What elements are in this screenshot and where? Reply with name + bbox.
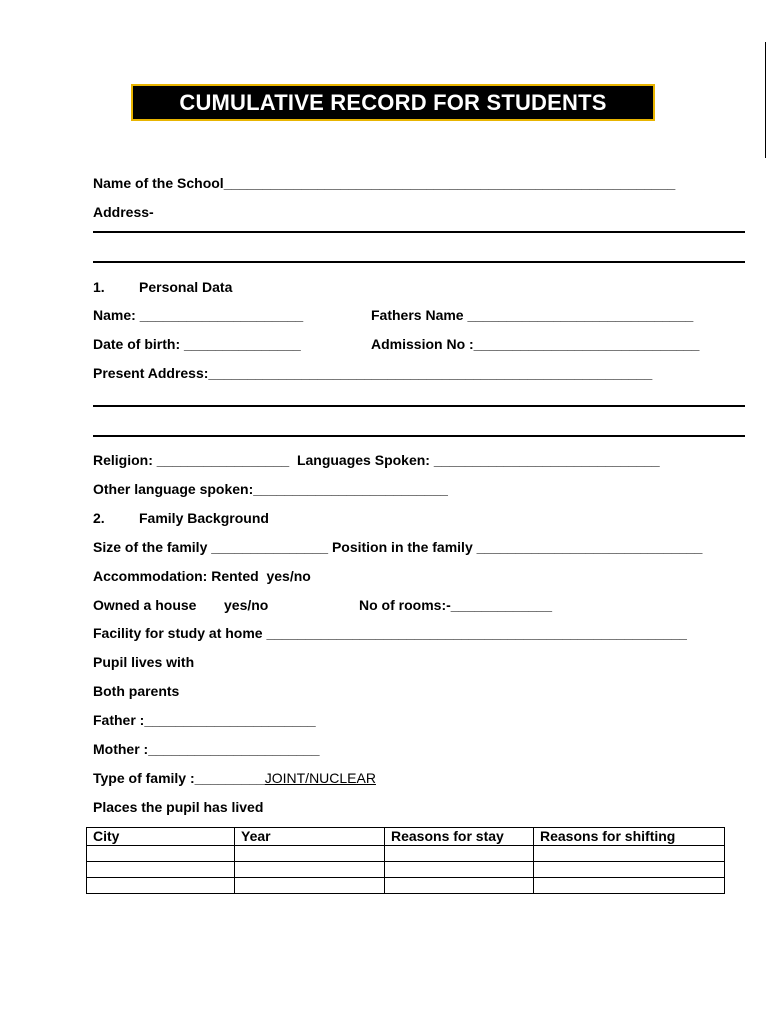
family-size-label: Size of the family	[93, 539, 208, 555]
study-facility-row	[93, 625, 687, 641]
section-2-heading-row	[139, 510, 269, 526]
column-header-reasons-for-stay: Reasons for stay	[385, 828, 534, 846]
religion-label: Religion:	[93, 452, 153, 468]
present-address-line-2[interactable]	[93, 435, 745, 437]
section-2-heading: Family Background	[139, 510, 269, 526]
fathers-name-row	[371, 307, 693, 323]
other-language-blank[interactable]: _________________________	[253, 481, 448, 497]
name-label: Name:	[93, 307, 136, 323]
present-address-line-1[interactable]	[93, 405, 745, 407]
address-line-2[interactable]	[93, 261, 745, 263]
dob-label: Date of birth:	[93, 336, 181, 352]
study-facility-label: Facility for study at home	[93, 625, 263, 641]
table-cell[interactable]	[385, 846, 534, 862]
present-address-label: Present Address:	[93, 365, 209, 381]
table-header-row	[87, 828, 725, 846]
present-address-row	[93, 365, 652, 381]
table-cell[interactable]	[87, 862, 235, 878]
section-1-heading: Personal Data	[139, 279, 233, 295]
study-facility-blank[interactable]: ______________________________________________________	[266, 625, 687, 641]
table-cell[interactable]	[87, 878, 235, 894]
table-cell[interactable]	[235, 862, 385, 878]
both-parents-row	[93, 683, 179, 699]
table-row	[87, 846, 725, 862]
places-heading: Places the pupil has lived	[93, 799, 264, 815]
accommodation-label: Accommodation: Rented	[93, 568, 259, 584]
table-row	[87, 862, 725, 878]
other-language-row	[93, 481, 448, 497]
section-1-heading-row	[139, 279, 232, 295]
family-position-label: Position in the family	[331, 539, 473, 555]
mother-label: Mother :	[93, 741, 149, 757]
owned-house-row	[93, 597, 196, 613]
school-label: Name of the School	[93, 175, 224, 191]
address-line-1[interactable]	[93, 231, 745, 233]
places-table	[86, 827, 725, 894]
owned-house-options[interactable]: yes/no	[224, 597, 269, 613]
name-row	[93, 307, 303, 323]
places-heading-row	[93, 799, 263, 815]
admission-no-row	[371, 336, 699, 352]
family-size-row	[93, 539, 702, 555]
title-banner	[131, 84, 655, 121]
languages-spoken-label: Languages Spoken:	[296, 452, 430, 468]
owned-house-options-row	[224, 597, 268, 613]
table-row	[87, 878, 725, 894]
table-cell[interactable]	[385, 878, 534, 894]
accommodation-row	[93, 568, 311, 584]
mother-row	[93, 741, 320, 757]
column-header-city: City	[87, 828, 235, 846]
religion-row	[93, 452, 660, 468]
family-type-blank[interactable]: _________	[194, 770, 265, 786]
pupil-lives-with-row	[93, 654, 194, 670]
dob-blank[interactable]: _______________	[184, 336, 301, 352]
table-cell[interactable]	[534, 846, 725, 862]
column-header-year: Year	[235, 828, 385, 846]
other-language-label: Other language spoken:	[93, 481, 254, 497]
family-type-label: Type of family :	[93, 770, 195, 786]
fathers-name-label: Fathers Name	[371, 307, 464, 323]
column-header-reasons-for-shifting: Reasons for shifting	[534, 828, 725, 846]
religion-blank[interactable]: _________________	[156, 452, 290, 468]
address-row	[93, 204, 154, 220]
admission-no-label: Admission No :	[371, 336, 474, 352]
rooms-row	[359, 597, 552, 613]
name-blank[interactable]: _____________________	[139, 307, 304, 323]
section-1-number: 1.	[93, 279, 105, 295]
table-cell[interactable]	[87, 846, 235, 862]
father-row	[93, 712, 316, 728]
father-blank[interactable]: ______________________	[144, 712, 316, 728]
fathers-name-blank[interactable]: _____________________________	[467, 307, 694, 323]
table-cell[interactable]	[534, 878, 725, 894]
page-edge-line	[765, 42, 766, 158]
table-cell[interactable]	[235, 878, 385, 894]
admission-no-blank[interactable]: _____________________________	[473, 336, 700, 352]
languages-spoken-blank[interactable]: _____________________________	[433, 452, 660, 468]
table-cell[interactable]	[385, 862, 534, 878]
pupil-lives-with-label: Pupil lives with	[93, 654, 195, 670]
rooms-label: No of rooms:-	[359, 597, 451, 613]
present-address-blank[interactable]: _________________________________________________________	[208, 365, 653, 381]
section-1-row	[93, 279, 105, 295]
section-2-row	[93, 510, 105, 526]
dob-row	[93, 336, 301, 352]
family-type-value[interactable]: JOINT/NUCLEAR	[264, 770, 376, 786]
both-parents-label: Both parents	[93, 683, 180, 699]
address-label: Address-	[93, 204, 154, 220]
table-cell[interactable]	[235, 846, 385, 862]
family-position-blank[interactable]: _____________________________	[476, 539, 703, 555]
section-2-number: 2.	[93, 510, 105, 526]
family-size-blank[interactable]: _______________	[211, 539, 329, 555]
family-type-row	[93, 770, 376, 786]
table-cell[interactable]	[534, 862, 725, 878]
owned-house-label: Owned a house	[93, 597, 197, 613]
page-title: CUMULATIVE RECORD FOR STUDENTS	[179, 89, 607, 115]
mother-blank[interactable]: ______________________	[148, 741, 320, 757]
school-blank[interactable]: __________________________________________________________	[223, 175, 676, 191]
accommodation-options[interactable]: yes/no	[266, 568, 311, 584]
rooms-blank[interactable]: _____________	[450, 597, 552, 613]
father-label: Father :	[93, 712, 145, 728]
school-row	[93, 175, 675, 191]
